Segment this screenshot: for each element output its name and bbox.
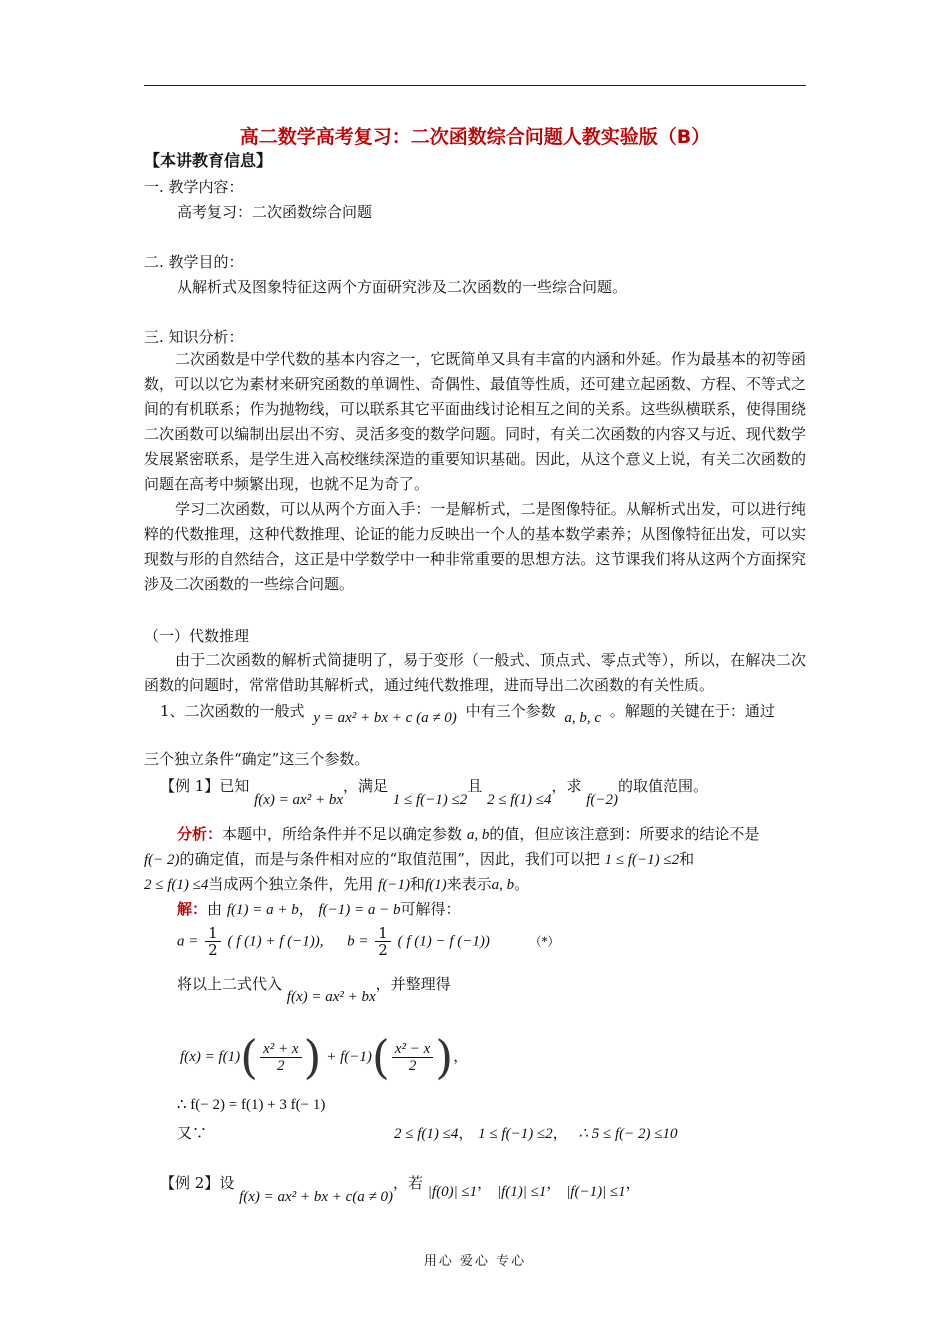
analysis-text-2d: 和 (679, 850, 695, 868)
ex2-cond-3: |f(−1)| ≤1 (566, 1184, 626, 1200)
ex1-text-5: 的取值范围。 (618, 777, 709, 795)
because-label: 又∵ (177, 1124, 208, 1142)
because-comma-1: ， (458, 1124, 474, 1142)
analysis-text-3f: 来表示 (446, 875, 492, 893)
analysis-line-3 (144, 873, 529, 894)
item1-text-a: 1、二次函数的一般式 (160, 702, 305, 720)
analysis-text-3b: 当成两个独立条件，先用 (208, 875, 374, 893)
big-frac-1-num: x² + x (260, 1041, 301, 1058)
solution-comma: ， (298, 900, 314, 918)
because-cond-1: 2 ≤ f(1) ≤4 (394, 1126, 459, 1142)
analysis-line-2 (144, 848, 694, 869)
solution-line-1 (177, 898, 461, 919)
b-frac-num: 1 (375, 925, 391, 942)
analysis-math-cond2: 2 ≤ f(1) ≤4 (144, 877, 209, 893)
item1-text-b: 中有三个参数 (465, 702, 556, 720)
part1-paragraph: 由于二次函数的解析式简捷明了，易于变形（一般式、顶点式、零点式等），所以，在解决二次函数的问题时，常常借助其解析式，通过纯代数推理，进而导出二次函数的有关性质。 (144, 651, 806, 694)
s2-content: 从解析式及图象特征这两个方面研究涉及二次函数的一些综合问题。 (177, 278, 628, 296)
solution-text-1e: 可解得： (400, 900, 461, 918)
substitute-text-a: 将以上二式代入 (177, 975, 283, 993)
ex1-target: f(−2) (586, 792, 619, 808)
big-eq-left-paren-2: ( (371, 1030, 390, 1084)
therefore-line: ∴ f(− 2) = f(1) + 3 f(− 1) (177, 1097, 326, 1113)
ex2-comma-3: ， (625, 1174, 641, 1192)
big-frac-2-den: 2 (408, 1057, 417, 1074)
because-result: ∴ 5 ≤ f(− 2) ≤10 (578, 1126, 678, 1142)
b-eq-rhs: ( f (1) − f (−1)) (397, 933, 490, 950)
a-frac-num: 1 (205, 925, 221, 942)
s1-content: 高考复习：二次函数综合问题 (177, 203, 373, 221)
analysis-math-f-2: f(− 2) (144, 852, 180, 868)
a-eq-lhs: a = (177, 933, 199, 950)
s1-heading: 一. 教学内容： (144, 178, 244, 196)
b-eq-lhs: b = (347, 933, 369, 950)
substitute-formula: f(x) = ax² + bx (286, 989, 376, 1005)
example-1-label: 【例 1】 (160, 777, 220, 795)
ex2-cond-1: |f(0)| ≤1 (427, 1184, 478, 1200)
analysis-line-1 (177, 823, 759, 844)
ex1-condition-2: 2 ≤ f(1) ≤4 (487, 792, 552, 808)
ex1-text-3: 且 (467, 777, 483, 795)
solution-text-1a: 由 (207, 900, 223, 918)
big-eq-frac-2 (392, 1041, 433, 1074)
example-2-statement (160, 1172, 641, 1205)
analysis-text-3h: 。 (514, 875, 530, 893)
b-frac-den: 2 (378, 941, 388, 959)
big-eq-end: ， (453, 1047, 469, 1065)
big-eq-plus: + f(−1) (326, 1049, 372, 1065)
header-rule (144, 85, 806, 86)
general-form-formula: y = ax² + bx + c (a ≠ 0) (313, 710, 457, 726)
analysis-math-fm1: f(−1) (378, 877, 410, 893)
ex2-comma-1: ， (477, 1174, 493, 1192)
example-1-statement (160, 775, 709, 808)
big-eq-left-paren-1: ( (240, 1030, 259, 1084)
ex1-text-4: ，求 (551, 777, 582, 795)
document-title: 高二数学高考复习：二次函数综合问题人教实验版（B） (239, 126, 711, 148)
substitute-text-b: ，并整理得 (375, 975, 451, 993)
a-eq-rhs: ( f (1) + f (−1)), (227, 933, 324, 950)
page-footer: 用心 爱心 专心 (423, 1254, 527, 1269)
s3-paragraph-2: 学习二次函数，可以从两个方面入手：一是解析式，二是图像特征。从解析式出发，可以进行纯粹的代数推理，这种代数推理、论证的能力反映出一个人的基本数学素养；从图像特征出发，可以实现数与形的自然结合，这正是中学数学中一种非常重要的思想方法。这节课我们将从这两个方面探究涉及二次函数的一些综合问题。 (144, 500, 806, 593)
example-2-label: 【例 2】 (160, 1174, 220, 1192)
because-line (394, 1122, 678, 1143)
solution-ab-formulas (177, 925, 559, 958)
big-equation (180, 1030, 468, 1084)
because-cond-2: 1 ≤ f(−1) ≤2 (478, 1126, 553, 1142)
ex2-comma-2: ， (546, 1174, 562, 1192)
a-frac-den: 2 (208, 941, 218, 959)
a-half-fraction (205, 925, 221, 958)
solution-label: 解： (177, 900, 208, 918)
ex2-formula: f(x) = ax² + bx + c(a ≠ 0) (239, 1189, 393, 1205)
item1-text-d: 三个独立条件“确定”这三个参数。 (144, 750, 370, 768)
big-eq-lhs: f(x) = f(1) (180, 1049, 241, 1065)
analysis-text-3d: 和 (409, 875, 425, 893)
ex2-text-2: ，若 (392, 1174, 423, 1192)
substitute-line (177, 973, 451, 1005)
analysis-label: 分析： (177, 825, 223, 843)
item1-line (160, 700, 775, 726)
s2-heading: 二. 教学目的： (144, 253, 244, 271)
analysis-math-cond1: 1 ≤ f(−1) ≤2 (604, 852, 680, 868)
big-frac-2-num: x² − x (392, 1041, 433, 1058)
ex1-condition-1: 1 ≤ f(−1) ≤2 (392, 792, 468, 808)
ex2-text-1: 设 (219, 1174, 235, 1192)
because-comma-2: ， (552, 1124, 568, 1142)
big-eq-frac-1 (260, 1041, 301, 1074)
b-half-fraction (375, 925, 391, 958)
analysis-text-2b: 的确定值，而是与条件相对应的“取值范围”，因此，我们可以把 (179, 850, 600, 868)
analysis-math-ab-2: a, b (491, 877, 515, 893)
solution-eq-f1: f(1) = a + b (226, 902, 299, 918)
params-formula: a, b, c (564, 710, 602, 726)
s3-heading: 三. 知识分析： (144, 328, 244, 346)
big-frac-1-den: 2 (277, 1057, 285, 1074)
analysis-text-1a: 本题中，所给条件并不足以确定参数 (222, 825, 463, 843)
big-eq-right-paren-1: ) (303, 1030, 322, 1084)
ex1-formula-fx: f(x) = ax² + bx (254, 792, 343, 808)
s3-paragraph-1: 二次函数是中学代数的基本内容之一，它既简单又具有丰富的内涵和外延。作为最基本的初等函数，可以以它为素材来研究函数的单调性、奇偶性、最值等性质，还可建立起函数、方程、不等式之间的有机联系；作为抛物线，可以联系其它平面曲线讨论相互之间的关系。这些纵横联系，使得围绕二次函数可以编制出层出不穷、灵活多变的数学问题。同时，有关二次函数的内容又与近、现代数学发展紧密联系，是学生进入高校继续深造的重要知识基础。因此，从这个意义上说，有关二次函数的问题在高考中频繁出现，也就不足为奇了。 (144, 350, 806, 493)
star-mark: （*） (529, 934, 560, 949)
section-header: 【本讲教育信息】 (144, 151, 273, 170)
analysis-text-1c: 的值，但应该注意到：所要求的结论不是 (489, 825, 760, 843)
ex2-cond-2: |f(1)| ≤1 (496, 1184, 547, 1200)
solution-eq-fm1: f(−1) = a − b (318, 902, 401, 918)
ex1-text-2: ，满足 (342, 777, 388, 795)
big-eq-right-paren-2: ) (435, 1030, 454, 1084)
item1-text-c: 。解题的关键在于：通过 (609, 702, 775, 720)
analysis-math-ab: a, b (466, 827, 490, 843)
ex1-text-1: 已知 (219, 777, 250, 795)
analysis-math-f1: f(1) (424, 877, 447, 893)
part1-heading: （一）代数推理 (144, 627, 250, 645)
